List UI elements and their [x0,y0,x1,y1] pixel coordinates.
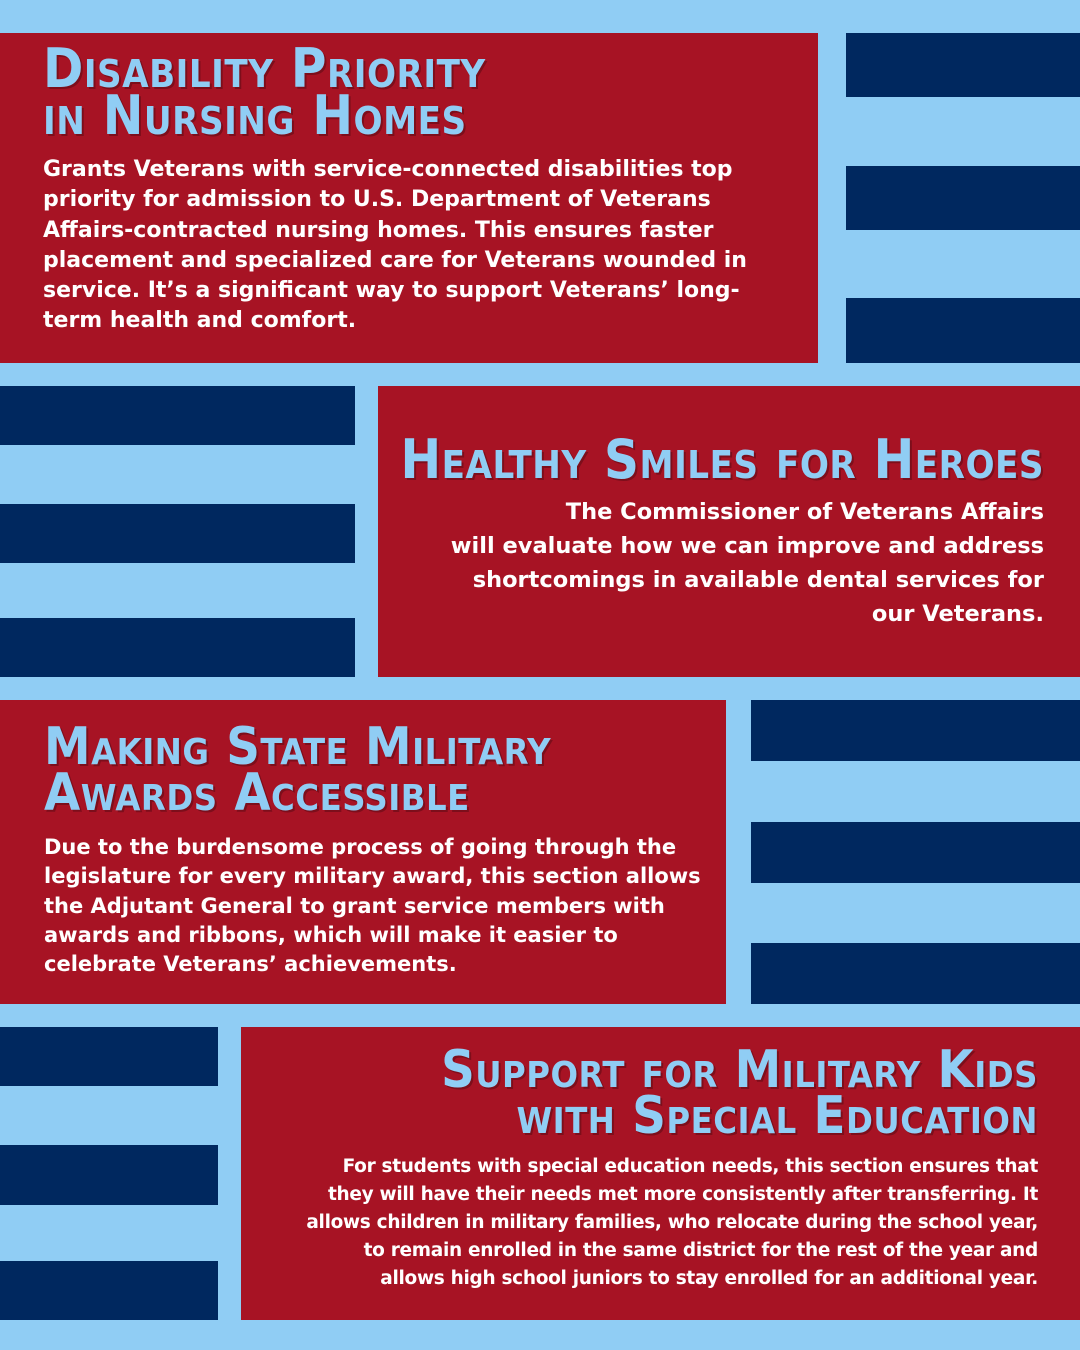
title-line: Disability Priority [43,37,486,100]
title-line: Making State Military [44,717,552,777]
section-title [241,1040,1038,1146]
stripe-r3-2 [751,822,1080,883]
title-line: Awards Accessible [44,763,470,823]
body-line: shortcomings in available dental services for [472,567,1044,593]
stripe-r3-1 [751,700,1080,761]
stripe-l4-1 [0,1027,218,1086]
body-line: will evaluate how we can improve and address [450,533,1044,559]
body-line: they will have their needs met more consistently after transferring. It [327,1184,1038,1205]
stripe-l4-3 [0,1261,218,1320]
section-body: Due to the burdensome process of going through the legislature for every military award, this section allows the Adjutant General to grant service members with awards and ribbons, which will make it easier to celebrate Veterans’ achievements. [44,835,701,977]
stripe-l4-2 [0,1145,218,1205]
stripe-r1-2 [846,166,1080,230]
section-body [378,495,1044,631]
section-title [44,717,726,823]
stripe-l2-3 [0,618,355,677]
section-body [241,1153,1038,1293]
title-line: Healthy Smiles for Heroes [400,428,1044,491]
section-healthy-smiles [378,386,1080,677]
section-military-kids [241,1027,1080,1320]
section-disability-priority [0,33,818,363]
stripe-r3-3 [751,943,1080,1004]
body-line: our Veterans. [871,601,1044,627]
stripe-l2-2 [0,504,355,563]
body-line: allows high school juniors to stay enrolled for an additional year. [380,1268,1038,1289]
stripe-l2-1 [0,386,355,445]
section-title [378,428,1044,491]
body-line: to remain enrolled in the same district for the rest of the year and [363,1240,1038,1261]
body-line: The Commissioner of Veterans Affairs [565,499,1044,525]
body-line: allows children in military families, who relocate during the school year, [306,1212,1038,1233]
section-title [43,37,818,147]
section-military-awards [0,700,726,1004]
title-line: in Nursing Homes [43,84,467,147]
stripe-r1-3 [846,298,1080,363]
title-line: with Special Education [516,1086,1038,1146]
section-body: Grants Veterans with service-connected disabilities top priority for admission to U.S. Department of Veterans Affairs-contracted nursing homes. This ensures faster placement and specialized care for Veterans wounded in service. It’s a significant way to support Veterans’ long-term health and comfort. [43,157,747,334]
body-line: For students with special education needs, this section ensures that [342,1156,1038,1177]
stripe-r1-1 [846,33,1080,97]
title-line: Support for Military Kids [441,1040,1038,1100]
